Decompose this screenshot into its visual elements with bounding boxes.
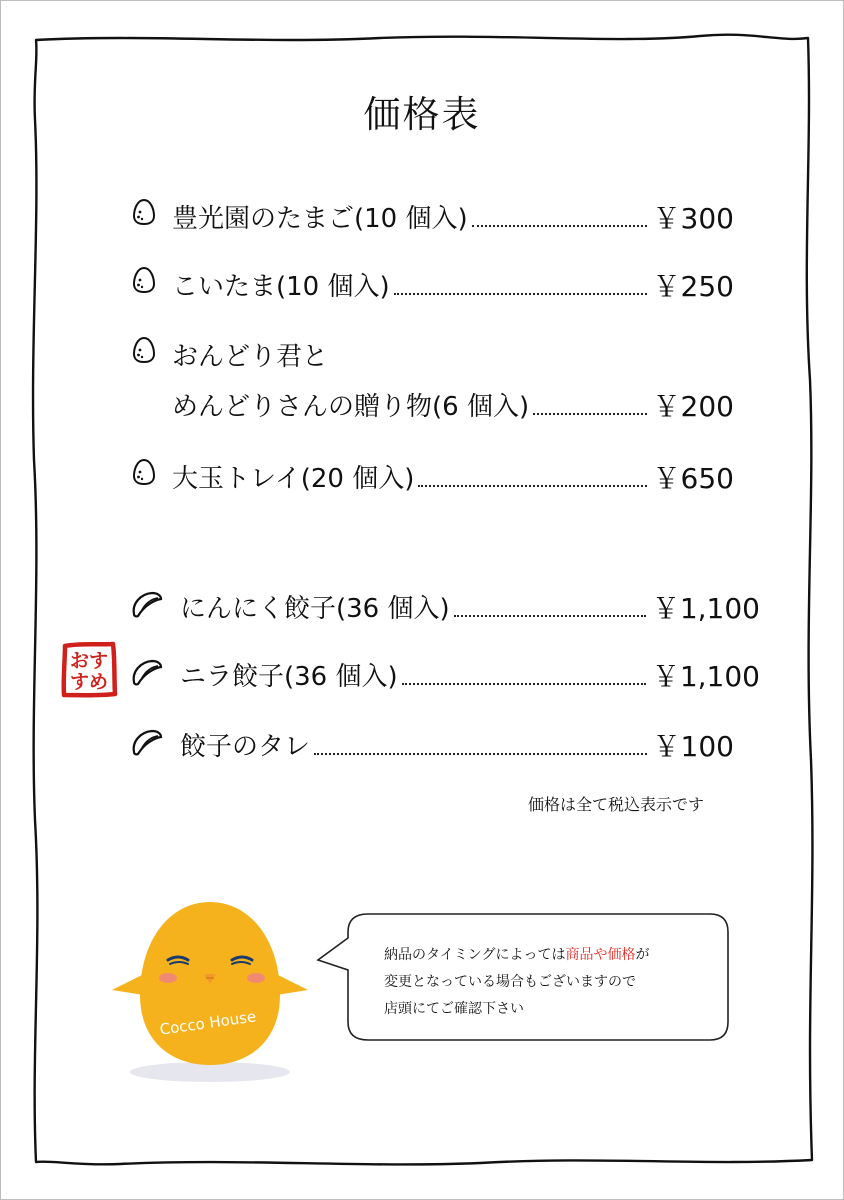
menu-item-gyoza-3 (128, 718, 734, 762)
egg-icon (132, 198, 156, 226)
item-name: 豊光園のたまご(10 個入) (172, 204, 468, 234)
dot-leader (314, 752, 647, 755)
gyoza-icon (130, 728, 164, 756)
item-name: 餃子のタレ (180, 732, 311, 762)
dot-leader (472, 224, 647, 227)
dot-leader (394, 292, 647, 295)
gyoza-icon (130, 590, 164, 618)
item-price: ￥650 (652, 462, 734, 495)
item-price: ￥200 (652, 390, 734, 423)
menu-item-egg-4 (128, 450, 734, 494)
notice-text (384, 942, 649, 1023)
notice-line1: 納品のタイミングによっては商品や価格が (384, 947, 650, 963)
egg-icon (132, 458, 156, 486)
notice-line3: 店頭にてご確認下さい (384, 1001, 524, 1017)
menu-item-egg-1 (128, 190, 734, 234)
item-price: ￥1,100 (651, 660, 760, 693)
item-name: 大玉トレイ(20 個入) (172, 464, 415, 494)
dot-leader (402, 682, 646, 685)
item-price: ￥100 (652, 730, 734, 763)
egg-icon (132, 266, 156, 294)
notice-line2: 変更となっている場合もございますので (384, 974, 636, 990)
menu-item-gyoza-2 (128, 648, 760, 692)
notice-highlight: 商品や価格 (565, 947, 636, 963)
egg-icon (132, 336, 156, 364)
item-price: ￥300 (652, 202, 734, 235)
stamp-text-line1: おす (69, 650, 109, 672)
menu-item-gyoza-1 (128, 580, 760, 624)
item-price: ￥250 (652, 270, 734, 303)
page-title: 価格表 (363, 93, 481, 136)
mascot-logo-text: Cocco House (158, 1007, 258, 1039)
gyoza-icon (130, 658, 164, 686)
dot-leader (454, 614, 646, 617)
dot-leader (418, 484, 646, 487)
item-name: にんにく餃子(36 個入) (180, 594, 450, 624)
menu-item-egg-2 (128, 258, 734, 302)
tax-note: 価格は全て税込表示です (528, 795, 705, 814)
item-name-line1: おんどり君と (172, 342, 329, 372)
mascot-chick (110, 890, 310, 1090)
dot-leader (533, 412, 646, 415)
stamp-text-line2: すめ (69, 671, 109, 693)
item-name: ニラ餃子(36 個入) (180, 662, 398, 692)
menu-item-egg-3 (128, 378, 734, 422)
recommend-stamp (60, 640, 118, 698)
item-name: めんどりさんの贈り物(6 個入) (172, 392, 530, 422)
item-price: ￥1,100 (651, 592, 760, 625)
item-name: こいたま(10 個入) (172, 272, 390, 302)
